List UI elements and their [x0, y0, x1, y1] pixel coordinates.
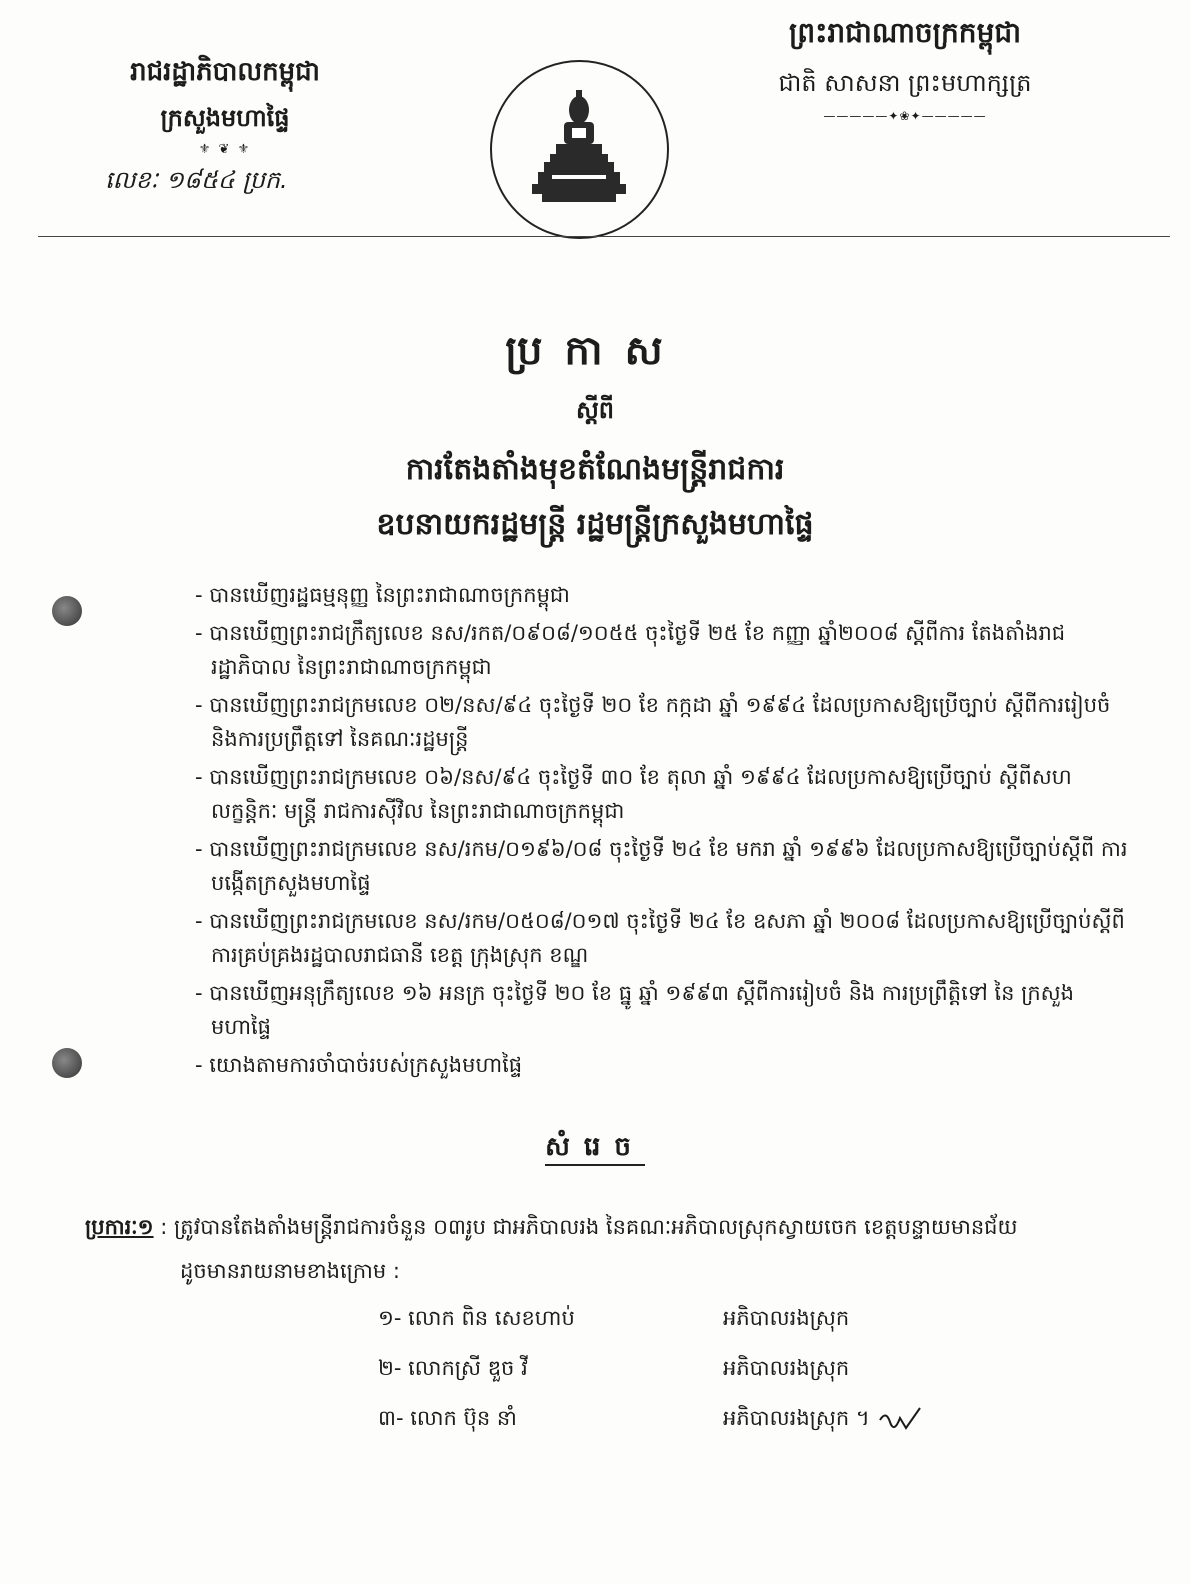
kingdom-name: ព្រះរាជាណាចក្រកម្ពុជា — [788, 16, 1021, 49]
decision-heading — [0, 1130, 1190, 1168]
subject-line-1: ការតែងតាំងមុខតំណែងមន្ត្រីរាជការ — [405, 452, 785, 487]
list-item: - បានឃើញអនុក្រឹត្យលេខ ១៦ អនក្រ ចុះថ្ងៃទី ២០ ខែ ធ្នូ ឆ្នាំ ១៩៩៣ ស្តីពីការរៀបចំ និង ការប្រព្រឹត្តិទៅ នៃ ក្រសួងមហាផ្ទៃ — [195, 981, 1074, 1039]
article-continuation: ដូចមានរាយនាមខាងក្រោម : — [180, 1259, 400, 1283]
seal-icon — [492, 62, 667, 237]
appointee-name: ៣- លោក ប៊ុន នាំ — [378, 1406, 517, 1430]
appointee-name: ១- លោក ពិន សេខហាប់ — [378, 1306, 575, 1330]
list-item: - បានឃើញព្រះរាជក្រមលេខ ០៦/នស/៩៤ ចុះថ្ងៃទី ៣០ ខែ តុលា ឆ្នាំ ១៩៩៤ ដែលប្រកាសឱ្យប្រើច្បាប់ ស្តីពីសហលក្ខន្តិកៈ មន្ត្រី រាជការស៊ីវិល នៃព្រះរាជាណាចក្រកម្ពុជា — [195, 765, 1072, 823]
appointee-position-text: អភិបាលរងស្រុក ។ — [723, 1406, 870, 1430]
list-item: - បានឃើញព្រះរាជក្រមលេខ នស/រកម/០១៩៦/០៨ ចុះថ្ងៃទី ២៤ ខែ មករា ឆ្នាំ ១៩៩៦ ដែលប្រកាសឱ្យប្រើច្បាប់ស្តីពី ការបង្កើតក្រសួងមហាផ្ទៃ — [195, 837, 1128, 895]
appointee-row — [378, 1405, 1078, 1445]
considerations-list — [195, 578, 1130, 1086]
punch-hole — [52, 1048, 82, 1078]
subject-line-2: ឧបនាយករដ្ឋមន្ត្រី រដ្ឋមន្ត្រីក្រសួងមហាផ្ទៃ — [376, 507, 814, 542]
list-item: - បានឃើញព្រះរាជក្រមលេខ នស/រកម/០៥០៨/០១៧ ចុះថ្ងៃទី ២៤ ខែ ឧសភា ឆ្នាំ ២០០៨ ដែលប្រកាសឱ្យប្រើច្បាប់ស្តីពី ការគ្រប់គ្រងរដ្ឋបាលរាជធានី ខេត្ត ក្រុងស្រុក ខណ្ឌ — [195, 909, 1125, 967]
ministry-header — [95, 55, 355, 200]
document-title: ប្រកាស — [505, 328, 685, 374]
document-number: លេខៈ ១៨៥៤ ប្រក. — [105, 166, 288, 194]
article-1-line — [85, 1205, 1135, 1249]
list-item: - យោងតាមការចាំបាច់របស់ក្រសួងមហាផ្ទៃ — [195, 1053, 523, 1077]
ornament-divider-right: —————✦❀✦————— — [823, 109, 987, 123]
article-label: ប្រការៈ១ — [85, 1215, 154, 1239]
appointee-row — [378, 1305, 1078, 1345]
list-item: - បានឃើញព្រះរាជក្រឹត្យលេខ នស/រកត/០៩០៨/១០៥៥ ចុះថ្ងៃទី ២៥ ខែ កញ្ញា ឆ្នាំ២០០៨ ស្តីពីការ តែងតាំងរាជរដ្ឋាភិបាល នៃព្រះរាជាណាចក្រកម្ពុជា — [195, 621, 1066, 679]
national-motto: ជាតិ សាសនា ព្រះមហាក្សត្រ — [778, 69, 1032, 97]
handwritten-initial-icon — [876, 1406, 924, 1432]
title-about: ស្តីពី — [575, 396, 615, 424]
punch-hole — [52, 596, 82, 626]
government-name: រាជរដ្ឋាភិបាលកម្ពុជា — [130, 57, 320, 87]
appointee-position — [723, 1405, 924, 1436]
ornament-divider: ⚜ ❦ ⚜ — [198, 142, 252, 157]
appointee-position: អភិបាលរងស្រុក — [723, 1306, 850, 1330]
appointee-name: ២- លោកស្រី ឌួច វី — [378, 1356, 528, 1380]
header-rule — [38, 236, 1170, 237]
decision-heading-text: សំរេច — [545, 1132, 645, 1166]
kingdom-header — [740, 15, 1070, 123]
appointee-position: អភិបាលរងស្រុក — [723, 1356, 850, 1380]
article-1 — [85, 1205, 1135, 1293]
ministry-name: ក្រសួងមហាផ្ទៃ — [160, 104, 290, 132]
list-item: - បានឃើញព្រះរាជក្រមលេខ ០២/នស/៩៤ ចុះថ្ងៃទី ២០ ខែ កក្កដា ឆ្នាំ ១៩៩៤ ដែលប្រកាសឱ្យប្រើច្បាប់ ស្តីពីការរៀបចំ និងការប្រព្រឹត្តទៅ នៃគណៈរដ្ឋមន្ត្រី — [195, 693, 1111, 751]
article-text: : ត្រូវបានតែងតាំងមន្ត្រីរាជការចំនួន ០៣រូប ជាអភិបាលរង នៃគណៈអភិបាលស្រុកស្វាយចេក ខេត្តបន្ទាយមានជ័យ — [160, 1215, 1018, 1239]
list-item: - បានឃើញរដ្ឋធម្មនុញ្ញ នៃព្រះរាជាណាចក្រកម្ពុជា — [195, 583, 570, 607]
royal-seal-emblem — [490, 60, 669, 239]
appointee-row — [378, 1355, 1078, 1395]
